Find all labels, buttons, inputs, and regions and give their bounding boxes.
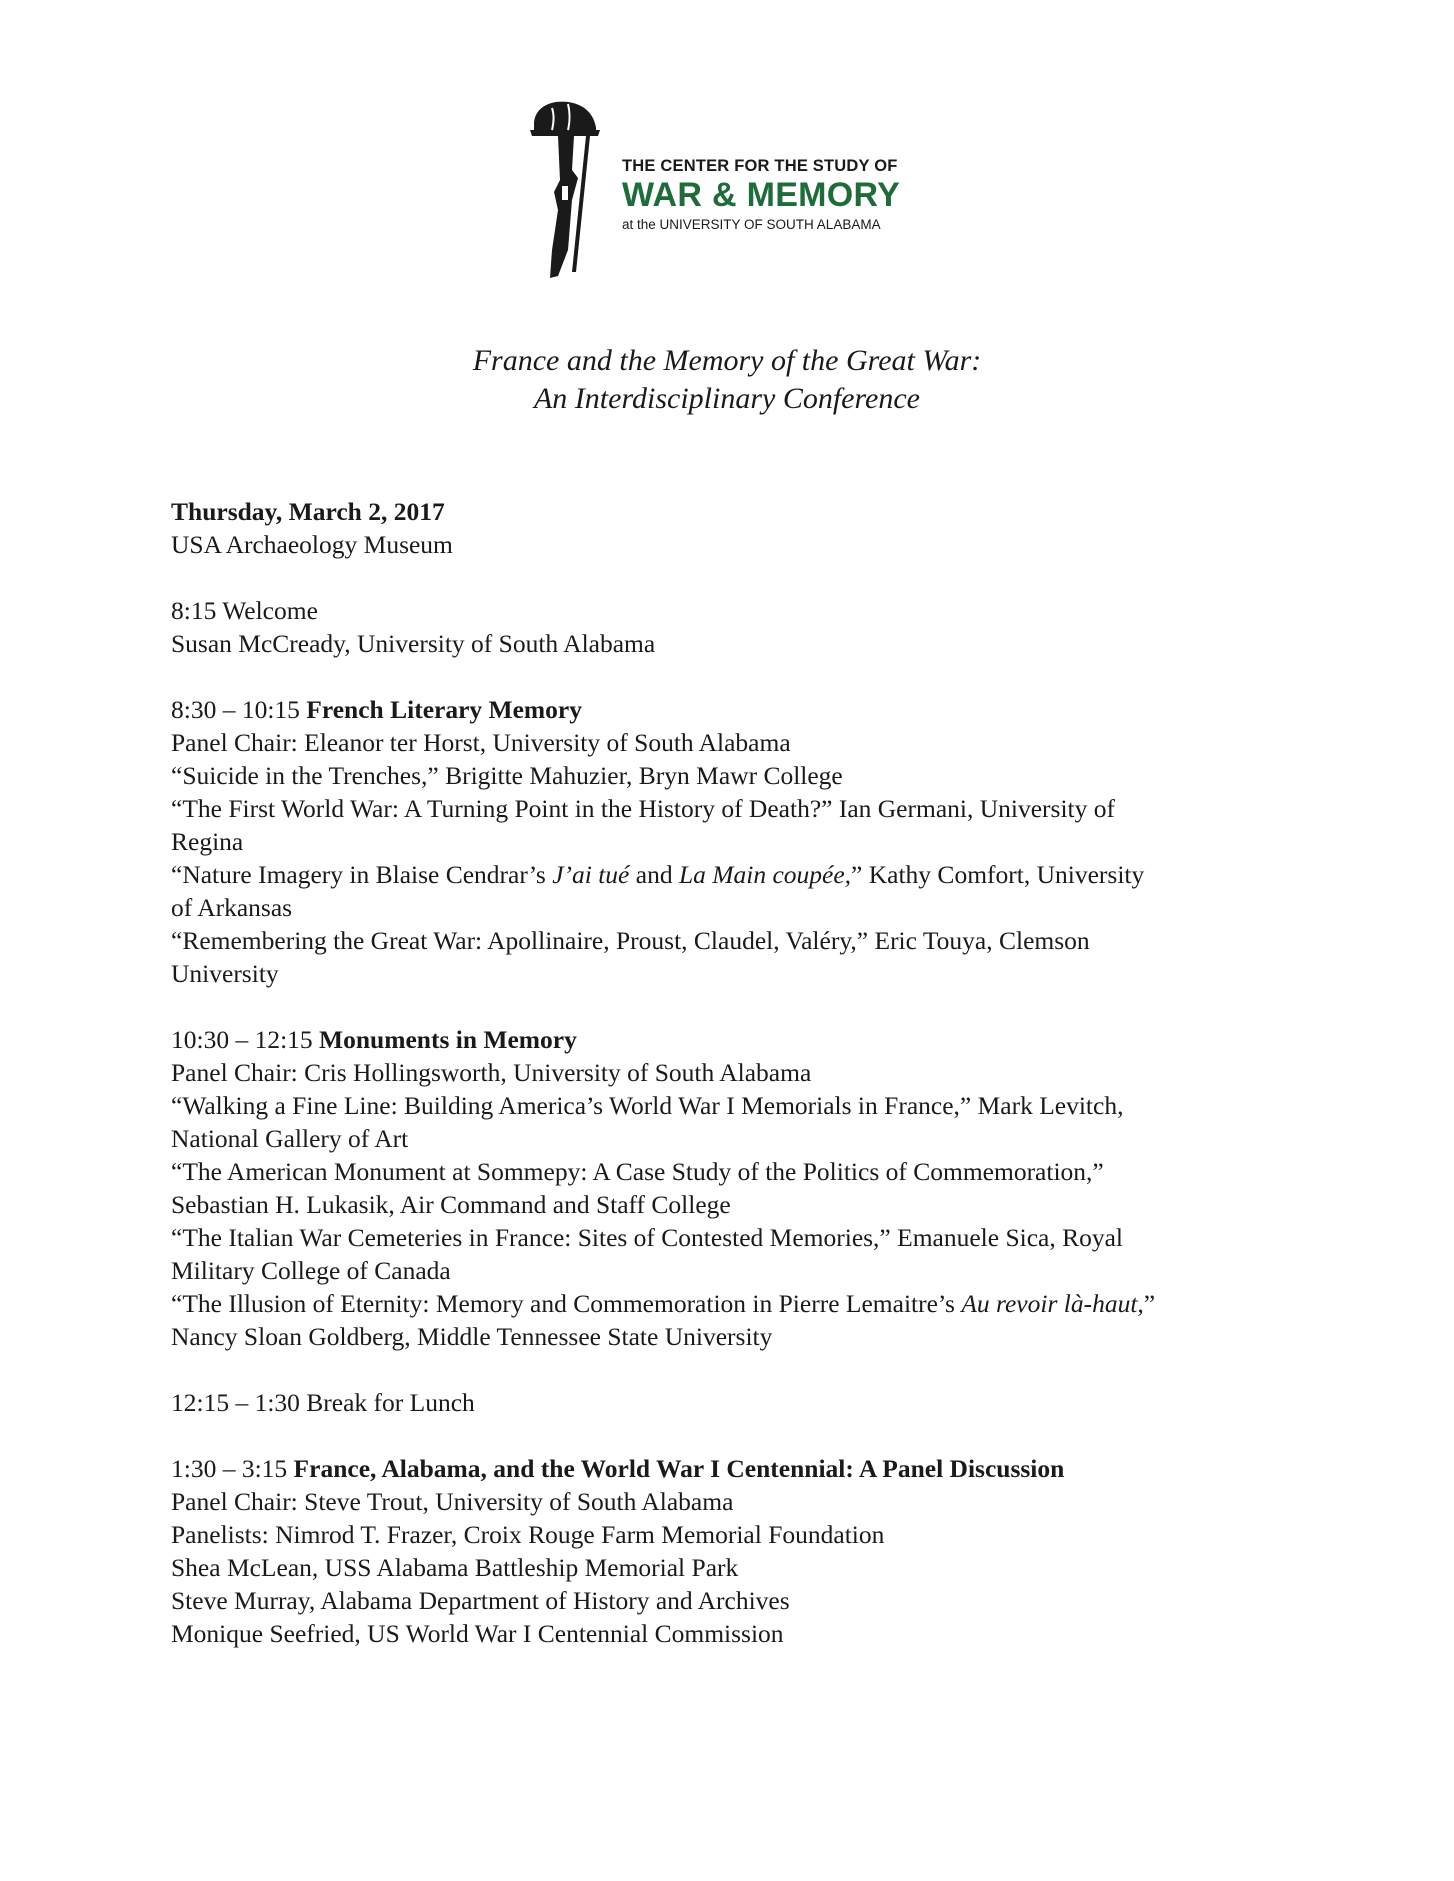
panelist-entry: Monique Seefried, US World War I Centennial Commission <box>171 1619 784 1648</box>
paper-text: “The Illusion of Eternity: Memory and Commemoration in Pierre Lemaitre’s <box>171 1289 962 1318</box>
paper-entry-cont: University <box>171 959 279 988</box>
paper-entry-cont: of Arkansas <box>171 893 293 922</box>
lunch-break: 12:15 – 1:30 Break for Lunch <box>171 1388 475 1417</box>
session-title: Monuments in Memory <box>319 1025 577 1054</box>
paper-entry-cont: Regina <box>171 827 244 856</box>
day-date: Thursday, March 2, 2017 <box>171 497 445 526</box>
paper-entry <box>171 858 1301 891</box>
panelist-entry: Steve Murray, Alabama Department of History and Archives <box>171 1586 790 1615</box>
session-heading <box>171 1452 1301 1485</box>
paper-entry: “The American Monument at Sommepy: A Case Study of the Politics of Commemoration,” <box>171 1157 1104 1186</box>
paper-entry: “Walking a Fine Line: Building America’s World War I Memorials in France,” Mark Levitch, <box>171 1091 1124 1120</box>
session-time: 8:30 – 10:15 <box>171 695 307 724</box>
paper-entry: “Suicide in the Trenches,” Brigitte Mahuzier, Bryn Mawr College <box>171 761 843 790</box>
day-venue: USA Archaeology Museum <box>171 530 453 559</box>
session-french-literary-memory <box>171 693 1301 990</box>
paper-entry: “The First World War: A Turning Point in the History of Death?” Ian Germani, University of <box>171 794 1115 823</box>
paper-text: ” Kathy Comfort, University <box>851 860 1145 889</box>
welcome-speaker: Susan McCready, University of South Alabama <box>171 629 656 658</box>
paper-entry-cont: National Gallery of Art <box>171 1124 409 1153</box>
title-line-1: France and the Memory of the Great War: <box>472 344 982 377</box>
paper-entry: “The Italian War Cemeteries in France: Sites of Contested Memories,” Emanuele Sica, Royal <box>171 1223 1124 1252</box>
session-title: French Literary Memory <box>306 695 582 724</box>
paper-entry-cont: Nancy Sloan Goldberg, Middle Tennessee State University <box>171 1322 773 1351</box>
lunch-block <box>171 1386 1301 1419</box>
day-header <box>171 495 1301 561</box>
logo-line-1: THE CENTER FOR THE STUDY OF <box>622 157 898 175</box>
work-title: J’ai tué <box>552 860 630 889</box>
paper-text: “Nature Imagery in Blaise Cendrar’s <box>171 860 553 889</box>
session-heading <box>171 693 1301 726</box>
paper-entry-cont: Sebastian H. Lukasik, Air Command and Staff College <box>171 1190 731 1219</box>
session-panel-discussion <box>171 1452 1301 1650</box>
session-time: 10:30 – 12:15 <box>171 1025 320 1054</box>
session-time: 1:30 – 3:15 <box>171 1454 294 1483</box>
work-title: Au revoir là-haut, <box>961 1289 1144 1318</box>
session-heading <box>171 1023 1301 1056</box>
logo-line-3: at the UNIVERSITY OF SOUTH ALABAMA <box>622 217 881 232</box>
panel-chair: Panel Chair: Cris Hollingsworth, University of South Alabama <box>171 1058 812 1087</box>
paper-text: and <box>629 860 679 889</box>
center-logo <box>528 100 928 280</box>
paper-text: ” <box>1143 1289 1156 1318</box>
work-title: La Main coupée, <box>678 860 852 889</box>
logo-line-2: WAR & MEMORY <box>622 176 901 214</box>
panelist-entry: Shea McLean, USS Alabama Battleship Memorial Park <box>171 1553 739 1582</box>
conference-title <box>0 342 1454 418</box>
logo-wordmark <box>622 156 900 234</box>
paper-entry <box>171 1287 1301 1320</box>
paper-entry-cont: Military College of Canada <box>171 1256 451 1285</box>
session-title: France, Alabama, and the World War I Centennial: A Panel Discussion <box>293 1454 1065 1483</box>
welcome-title: 8:15 Welcome <box>171 596 318 625</box>
panel-chair: Panel Chair: Steve Trout, University of South Alabama <box>171 1487 734 1516</box>
program <box>171 495 1301 1683</box>
panelist-entry: Panelists: Nimrod T. Frazer, Croix Rouge Farm Memorial Foundation <box>171 1520 885 1549</box>
title-line-2: An Interdisciplinary Conference <box>533 382 920 415</box>
helmet-rifle-memorial-icon <box>528 100 608 280</box>
session-monuments-in-memory <box>171 1023 1301 1353</box>
panel-chair: Panel Chair: Eleanor ter Horst, University of South Alabama <box>171 728 791 757</box>
welcome-block <box>171 594 1301 660</box>
paper-entry: “Remembering the Great War: Apollinaire, Proust, Claudel, Valéry,” Eric Touya, Clemson <box>171 926 1090 955</box>
